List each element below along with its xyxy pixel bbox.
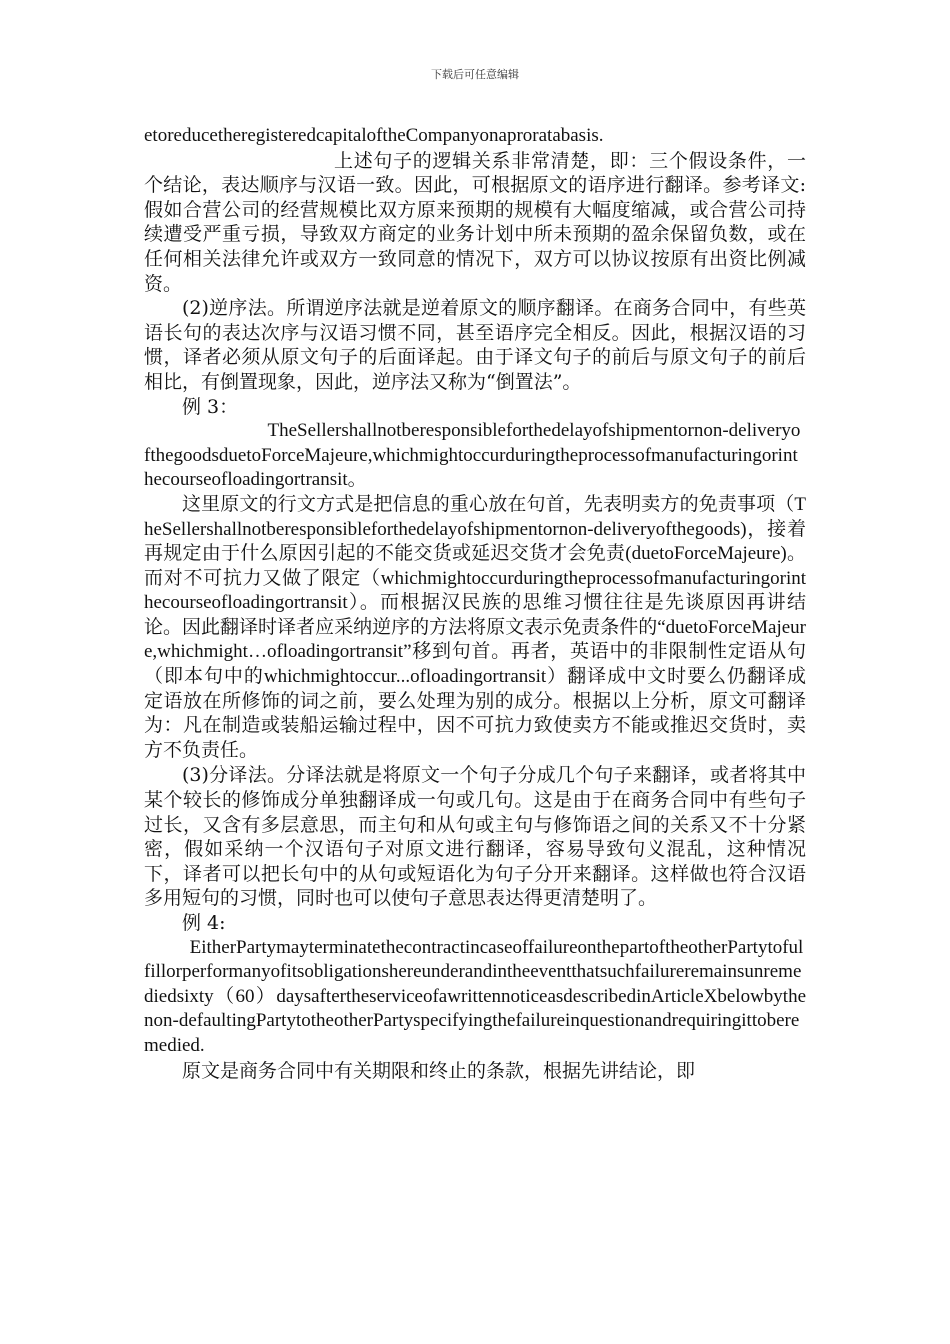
paragraph-analysis-example-3: 这里原文的行文方式是把信息的重心放在句首，先表明卖方的免责事项（TheSellershallnotberesponsibleforthedelayofshipmentornon-deliveryofthegoods)，接着再规定由于什么原因引起的不能交货或延迟交货才会免责(duetoForceMajeure)。而对不可抗力又做了限定（whichmightoccurduringtheprocessofmanufacturingorinthecourseofloadingortransit）。而根据汉民族的思维习惯往往是先谈原因再讲结论。因此翻译时译者应采纳逆序的方法将原文表示免责条件的“duetoForceMajeure,whichmight…ofloadingortransit”移到句首。再者，英语中的非限制性定语从句（即本句中的whichmightoccur...ofloadingortransit）翻译成中文时要么仍翻译成定语放在所修饰的词之前，要么处理为别的成分。根据以上分析，原文可翻译为：凡在制造或装船运输过程中，因不可抗力致使卖方不能或推迟交货时，卖方不负责任。 xyxy=(144,493,806,761)
example-4-text: EitherPartymayterminatethecontractincaseoffailureonthepartoftheotherPartytofulfillorperformanyofitsobligationshereunderandintheeventthatsuchfailureremainsunremediedsixty（60）daysaftertheserviceofawrittennoticeasdescribedinArticleXbelowbythenon-defaultingPartytotheotherPartyspecifyingthefailureinquestionandrequiringittoberemedied. xyxy=(144,936,806,1056)
document-body xyxy=(144,124,806,1083)
page-header: 下载后可任意编辑 xyxy=(431,68,519,81)
example-4-label: 例 4: xyxy=(182,912,226,934)
paragraph-analysis-example-2: 上述句子的逻辑关系非常清楚，即：三个假设条件，一个结论，表达顺序与汉语一致。因此，可根据原文的语序进行翻译。参考译文:假如合营公司的经营规模比双方原来预期的规模有大幅度缩减，或合营公司持续遭受严重亏损，导致双方商定的业务计划中所未预期的盈余保留负数，或在任何相关法律允许或双方一致同意的情况下，双方可以协议按原有出资比例减资。 xyxy=(144,149,806,295)
paragraph-reverse-order-method: (2)逆序法。所谓逆序法就是逆着原文的顺序翻译。在商务合同中，有些英语长句的表达次序与汉语习惯不同，甚至语序完全相反。因此，根据汉语的习惯，译者必须从原文句子的后面译起。由于译文句子的前后与原文句子的前后相比，有倒置现象，因此，逆序法又称为“倒置法”。 xyxy=(144,297,806,393)
example-3-text: TheSellershallnotberesponsibleforthedelayofshipmentornon-deliveryofthegoodsduetoForceMajeure,whichmightoccurduringtheprocessofmanufacturingorinthecourseofloadingortransit。 xyxy=(144,420,801,491)
paragraph-split-translation-method: (3)分译法。分译法就是将原文一个句子分成几个句子来翻译，或者将其中某个较长的修饰成分单独翻译成一句或几句。这是由于在商务合同中有些句子过长，又含有多层意思，而主句和从句或主句与修饰语之间的关系又不十分紧密，假如采纳一个汉语句子对原文进行翻译，容易导致句义混乱，这种情况下，译者可以把长句中的从句或短语化为句子分开来翻译。这样做也符合汉语多用短句的习惯，同时也可以使句子意思表达得更清楚明了。 xyxy=(144,764,806,910)
paragraph-analysis-example-4: 原文是商务合同中有关期限和终止的条款，根据先讲结论，即 xyxy=(182,1059,696,1082)
paragraph-continuation: etoreducetheregisteredcapitaloftheCompanyonaproratabasis. xyxy=(144,125,604,146)
example-3-label: 例 3： xyxy=(182,395,239,418)
